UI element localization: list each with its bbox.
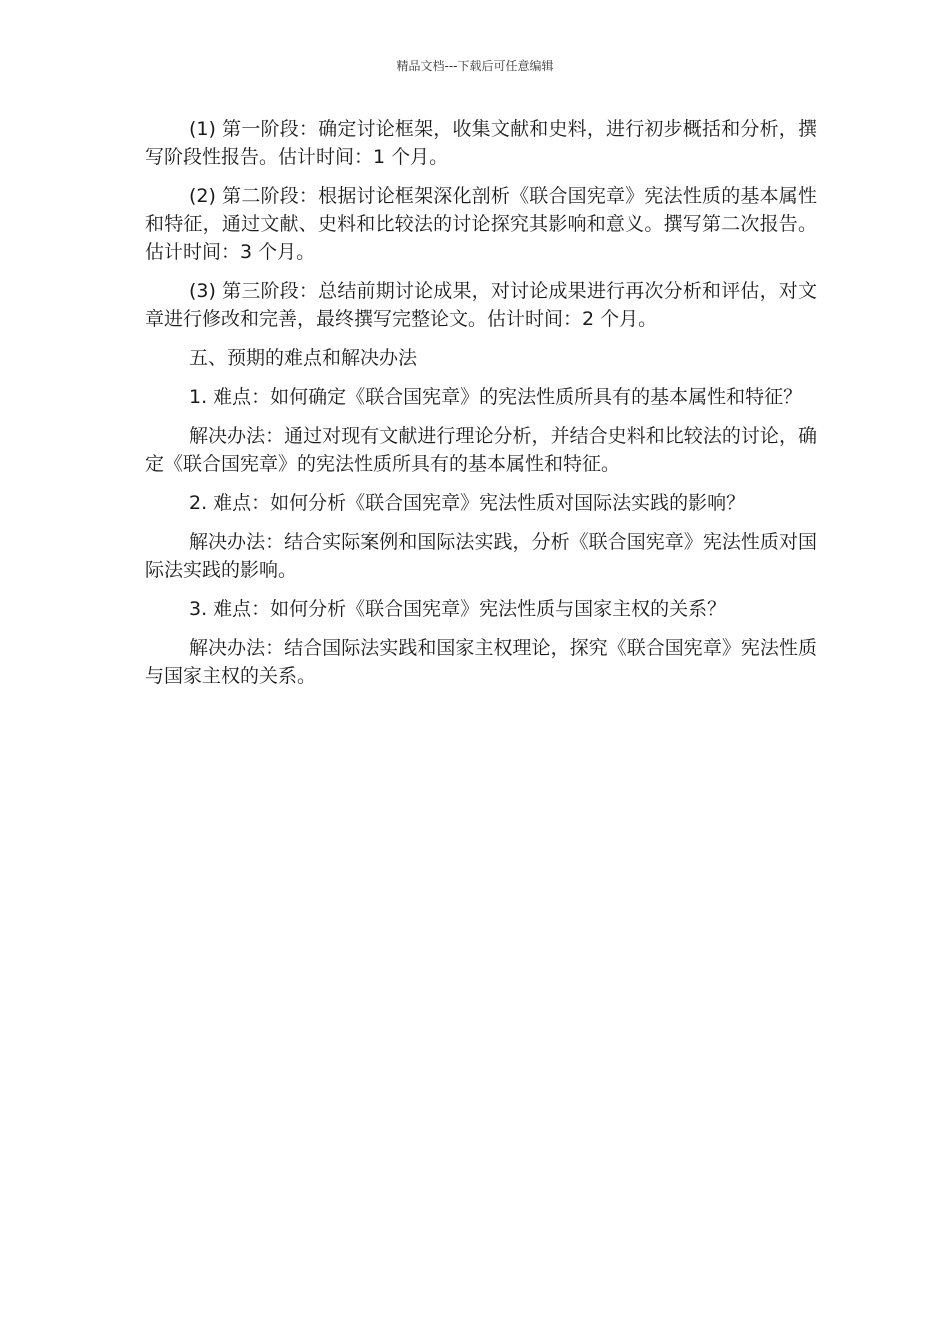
page-header: 精品文档---下载后可任意编辑 xyxy=(396,59,554,73)
paragraph-difficulty-three: 3. 难点：如何分析《联合国宪章》宪法性质与国家主权的关系？ xyxy=(189,598,727,620)
paragraph-stage-one: (1) 第一阶段：确定讨论框架，收集文献和史料，进行初步概括和分析，撰写阶段性报告。估计时间：1 个月。 xyxy=(145,118,817,168)
paragraph-solution-two: 解决办法：结合实际案例和国际法实践，分析《联合国宪章》宪法性质对国际法实践的影响。 xyxy=(145,531,817,581)
paragraph-difficulty-two: 2. 难点：如何分析《联合国宪章》宪法性质对国际法实践的影响？ xyxy=(189,492,746,514)
paragraph-stage-two: (2) 第二阶段：根据讨论框架深化剖析《联合国宪章》宪法性质的基本属性和特征，通过文献、史料和比较法的讨论探究其影响和意义。撰写第二次报告。估计时间：3 个月。 xyxy=(145,185,817,263)
paragraph-stage-three: (3) 第三阶段：总结前期讨论成果，对讨论成果进行再次分析和评估，对文章进行修改和完善，最终撰写完整论文。估计时间：2 个月。 xyxy=(145,280,817,330)
paragraph-solution-one: 解决办法：通过对现有文献进行理论分析，并结合史料和比较法的讨论，确定《联合国宪章》的宪法性质所具有的基本属性和特征。 xyxy=(145,425,817,475)
section-heading-difficulties: 五、预期的难点和解决办法 xyxy=(189,347,418,369)
paragraph-solution-three: 解决办法：结合国际法实践和国家主权理论，探究《联合国宪章》宪法性质与国家主权的关系。 xyxy=(145,637,817,687)
paragraph-difficulty-one: 1. 难点：如何确定《联合国宪章》的宪法性质所具有的基本属性和特征？ xyxy=(189,386,803,408)
document-body xyxy=(145,115,817,701)
